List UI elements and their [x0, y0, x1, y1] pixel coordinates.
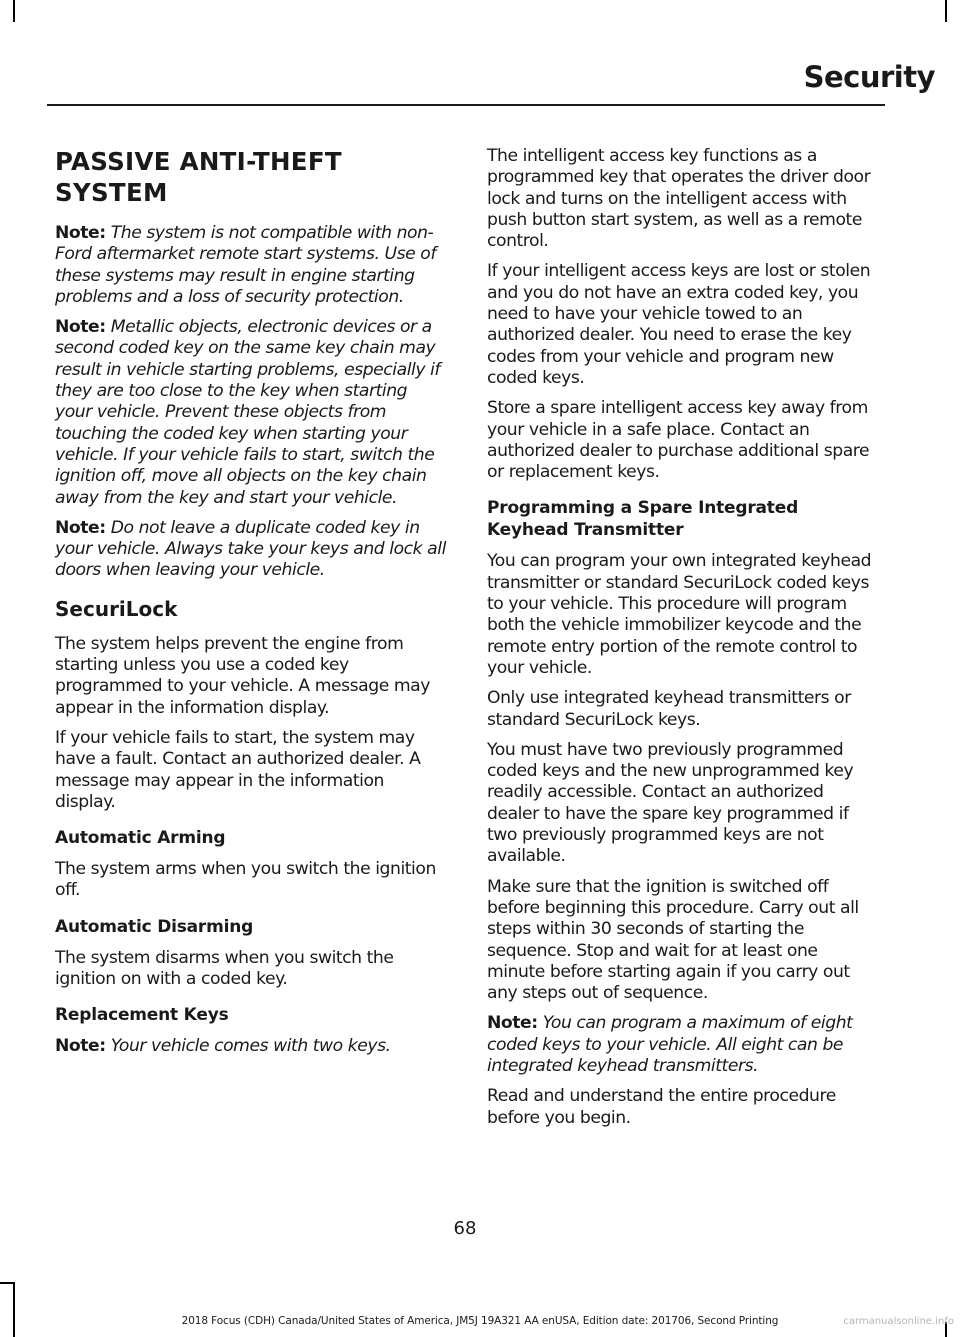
page-number: 68 — [453, 1218, 477, 1239]
note-text: Metallic objects, electronic devices or a second coded key on the same key chain may result in vehicle starting problems, especially if they are too close to the key when starting your vehicle. Prevent these objects from touching the coded key when starting your vehicle. If your vehicle fails to start, switch the ignition off, move all objects on the key chain away from the key and start your vehicle. — [55, 317, 441, 508]
footer-edition-info: 2018 Focus (CDH) Canada/United States of America, JM5J 19A321 AA enUSA, Edition date: 201706, Second Printing — [181, 1315, 779, 1327]
note-compatibility — [55, 223, 447, 308]
heading-automatic-disarming: Automatic Disarming — [55, 916, 254, 937]
paragraph-automatic-disarming: The system disarms when you switch the ignition on with a coded key. — [55, 947, 394, 990]
crop-mark-bottom-left — [13, 1282, 15, 1337]
paragraph-automatic-arming: The system arms when you switch the ignition off. — [55, 859, 436, 901]
heading-replacement-keys: Replacement Keys — [55, 1005, 229, 1026]
heading-programming-spare: Programming a Spare Integrated Keyhead Transmitter — [487, 498, 799, 541]
paragraph-securilock-2: If your vehicle fails to start, the system may have a fault. Contact an authorized dealer. A message may appear in the information display. — [55, 727, 421, 812]
note-text: Do not leave a duplicate coded key in your vehicle. Always take your keys and lock all doors when leaving your vehicle. — [55, 517, 446, 581]
note-duplicate-key — [55, 518, 447, 582]
crop-mark-top-right — [945, 0, 947, 22]
note-label: Note: — [55, 317, 106, 338]
note-label: Note: — [487, 1013, 538, 1034]
header-divider — [47, 104, 885, 106]
right-column — [487, 146, 879, 1138]
heading-securilock: SecuriLock — [55, 596, 178, 621]
note-label: Note: — [55, 1036, 106, 1057]
paragraph-programming-2: Only use integrated keyhead transmitters or standard SecuriLock keys. — [487, 688, 851, 730]
note-maximum-keys — [487, 1013, 879, 1077]
paragraph-programming-3: You must have two previously programmed coded keys and the new unprogrammed key readily accessible. Contact an authorized dealer to have the spare key programmed if two previously programmed keys are not available. — [487, 739, 854, 867]
paragraph-programming-1: You can program your own integrated keyhead transmitter or standard SecuriLock coded keys to your vehicle. This procedure will program both the vehicle immobilizer keycode and the remote entry portion of the remote control to your vehicle. — [487, 551, 872, 678]
watermark: carmanualsonline.info — [843, 1316, 954, 1327]
paragraph-read-procedure: Read and understand the entire procedure before you begin. — [487, 1086, 836, 1128]
note-text: You can program a maximum of eight coded keys to your vehicle. All eight can be integrated keyhead transmitters. — [487, 1013, 853, 1076]
note-label: Note: — [55, 517, 106, 538]
page-header-title: Security — [803, 60, 935, 94]
note-label: Note: — [55, 223, 106, 243]
section-heading-passive-anti-theft: PASSIVE ANTI-THEFT SYSTEM — [55, 147, 342, 207]
paragraph-programming-4: Make sure that the ignition is switched off before beginning this procedure. Carry out all steps within 30 seconds of starting the sequence. Stop and wait for at least one minute before starting again if you carry out any steps out of sequence. — [487, 876, 859, 1004]
note-metallic-objects — [55, 317, 447, 509]
crop-mark-bottom-left-h — [0, 1282, 14, 1284]
note-text: Your vehicle comes with two keys. — [110, 1036, 391, 1057]
note-replacement-keys — [55, 1036, 447, 1057]
heading-automatic-arming: Automatic Arming — [55, 828, 226, 849]
paragraph-securilock-1: The system helps prevent the engine from starting unless you use a coded key programmed to your vehicle. A message may appear in the information display. — [55, 633, 430, 718]
paragraph-intelligent-access-3: Store a spare intelligent access key away from your vehicle in a safe place. Contact an authorized dealer to purchase additional spare or replacement keys. — [487, 398, 870, 483]
left-column — [55, 146, 447, 1067]
paragraph-intelligent-access-2: If your intelligent access keys are lost or stolen and you do not have an extra coded key, you need to have your vehicle towed to an authorized dealer. You need to erase the key codes from your vehicle and program new coded keys. — [487, 261, 871, 388]
note-text: The system is not compatible with non-Ford aftermarket remote start systems. Use of these systems may result in engine starting problems and a loss of security protection. — [55, 223, 436, 307]
crop-mark-top-left — [13, 0, 15, 22]
paragraph-intelligent-access-1: The intelligent access key functions as a programmed key that operates the driver door lock and turns on the intelligent access with push button start system, as well as a remote control. — [487, 146, 871, 252]
